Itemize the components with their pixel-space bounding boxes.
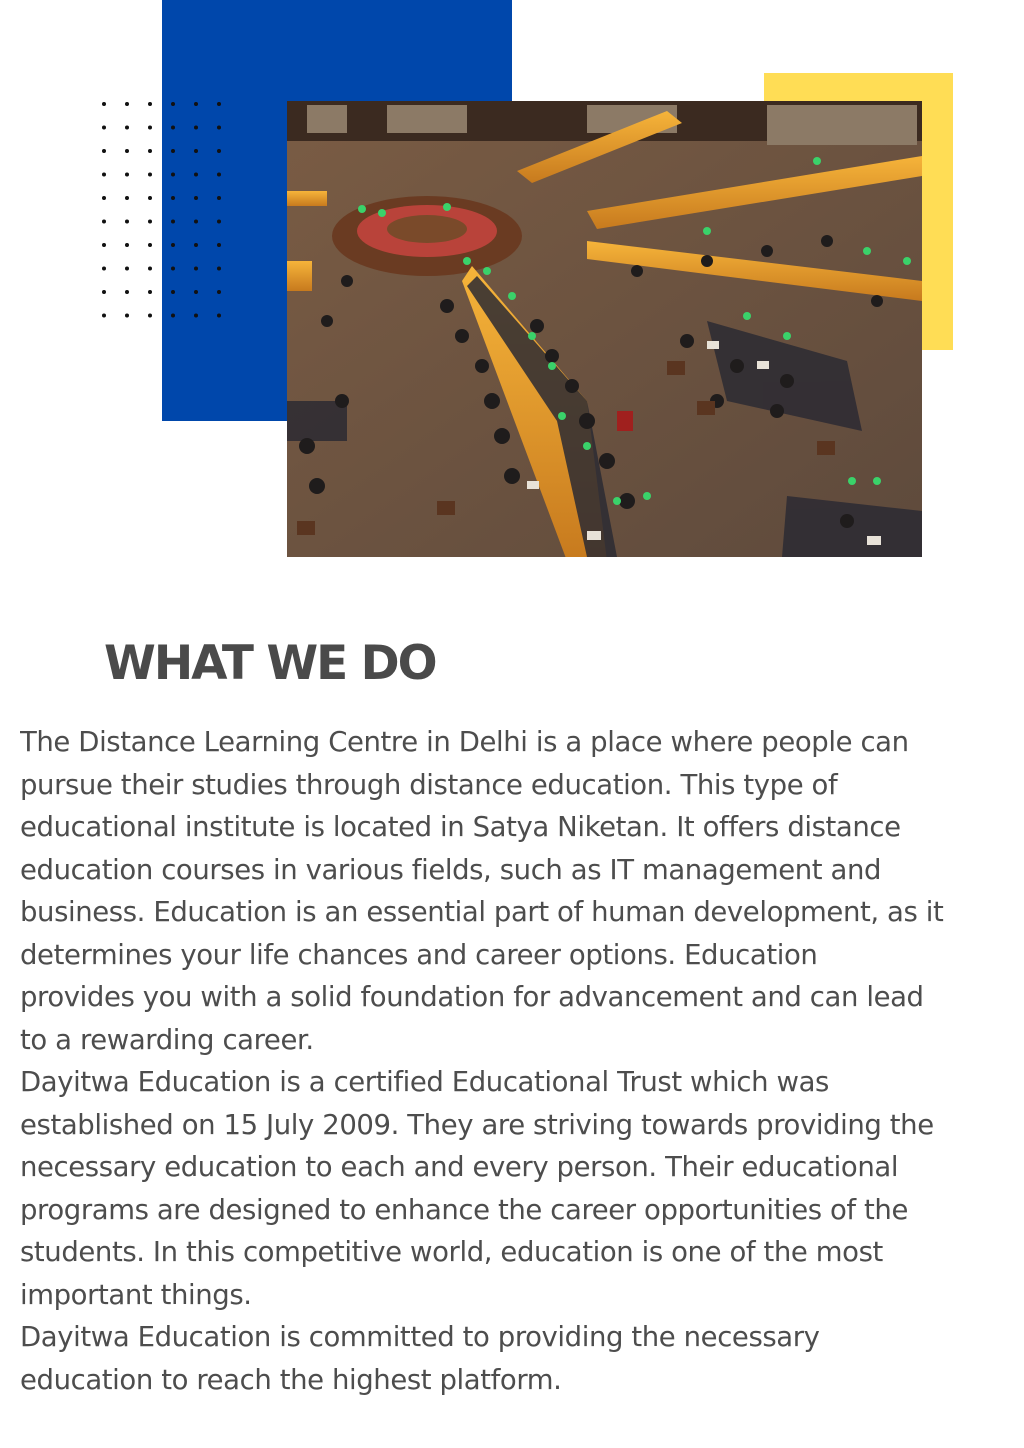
decor-dot: [125, 126, 129, 130]
body-line: education courses in various fields, such as IT management and: [20, 853, 882, 886]
decor-dot: [148, 314, 152, 318]
decor-dot: [217, 126, 221, 130]
decor-dot: [194, 173, 198, 177]
body-line: students. In this competitive world, education is one of the most: [20, 1236, 883, 1268]
decor-dot: [148, 290, 152, 294]
decor-dot: [171, 314, 175, 318]
body-line: pursue their studies through distance education. This type of: [20, 768, 838, 801]
decor-dot: [102, 220, 106, 224]
decor-dot: [217, 243, 221, 247]
decor-dot: [102, 102, 106, 106]
body-line: The Distance Learning Centre in Delhi is a place where people can: [20, 726, 909, 758]
decor-dot: [125, 290, 129, 294]
decor-dot: [171, 173, 175, 177]
decor-dot: [217, 290, 221, 294]
decor-dot: [171, 102, 175, 106]
decor-dot: [194, 290, 198, 294]
decor-dot: [171, 267, 175, 271]
body-line: provides you with a solid foundation for advancement and can lead: [20, 981, 924, 1013]
body-line: educational institute is located in Satya Niketan. It offers distance: [20, 811, 901, 843]
body-line: to a rewarding career.: [20, 1023, 314, 1056]
body-line: important things.: [20, 1278, 252, 1311]
decor-dot: [171, 243, 175, 247]
decor-dot: [148, 149, 152, 153]
decor-dot: [194, 220, 198, 224]
section-body: [20, 721, 1024, 1401]
decor-dot: [148, 196, 152, 200]
decor-dot: [148, 173, 152, 177]
decor-dot: [125, 173, 129, 177]
decor-dot: [194, 267, 198, 271]
decor-dot: [125, 102, 129, 106]
body-line: determines your life chances and career options. Education: [20, 938, 818, 971]
body-line: established on 15 July 2009. They are striving towards providing the: [20, 1108, 934, 1141]
decor-dot: [194, 243, 198, 247]
decor-dot: [125, 267, 129, 271]
decor-dot: [102, 314, 106, 318]
decor-dot: [148, 267, 152, 271]
decor-dot: [102, 173, 106, 177]
decor-dot: [194, 314, 198, 318]
decor-dot: [102, 267, 106, 271]
decor-dot: [148, 243, 152, 247]
decor-dot: [125, 149, 129, 153]
decor-dot: [217, 102, 221, 106]
decor-dot: [217, 149, 221, 153]
decor-dot: [217, 196, 221, 200]
decor-dot: [171, 220, 175, 224]
decor-dot: [125, 196, 129, 200]
decor-dot: [102, 149, 106, 153]
decor-dot: [102, 196, 106, 200]
body-line: Dayitwa Education is committed to providing the necessary: [20, 1321, 820, 1353]
decor-dot: [194, 196, 198, 200]
body-line: Dayitwa Education is a certified Educational Trust which was: [20, 1066, 829, 1098]
decor-dot: [148, 126, 152, 130]
decor-dot: [148, 220, 152, 224]
body-line: programs are designed to enhance the career opportunities of the: [20, 1193, 908, 1226]
decor-dot: [194, 126, 198, 130]
body-line: education to reach the highest platform.: [20, 1363, 562, 1396]
decor-dot: [217, 267, 221, 271]
decor-dot: [217, 173, 221, 177]
section-title: WHAT WE DO: [104, 636, 436, 691]
decor-dot: [125, 314, 129, 318]
decor-dot: [171, 126, 175, 130]
decor-dot: [194, 149, 198, 153]
body-line: business. Education is an essential part of human development, as it: [20, 896, 944, 928]
library-reading-room-photo: [287, 101, 922, 557]
decor-dot: [217, 314, 221, 318]
dot-grid-decoration: [98, 96, 224, 321]
decor-dot: [102, 126, 106, 130]
decor-dot: [125, 220, 129, 224]
decor-dot: [171, 196, 175, 200]
decor-dot: [194, 102, 198, 106]
body-line: necessary education to each and every person. Their educational: [20, 1151, 899, 1183]
decor-dot: [102, 290, 106, 294]
decor-dot: [171, 149, 175, 153]
decor-dot: [125, 243, 129, 247]
decor-dot: [148, 102, 152, 106]
decor-dot: [217, 220, 221, 224]
decor-dot: [102, 243, 106, 247]
decor-dot: [171, 290, 175, 294]
